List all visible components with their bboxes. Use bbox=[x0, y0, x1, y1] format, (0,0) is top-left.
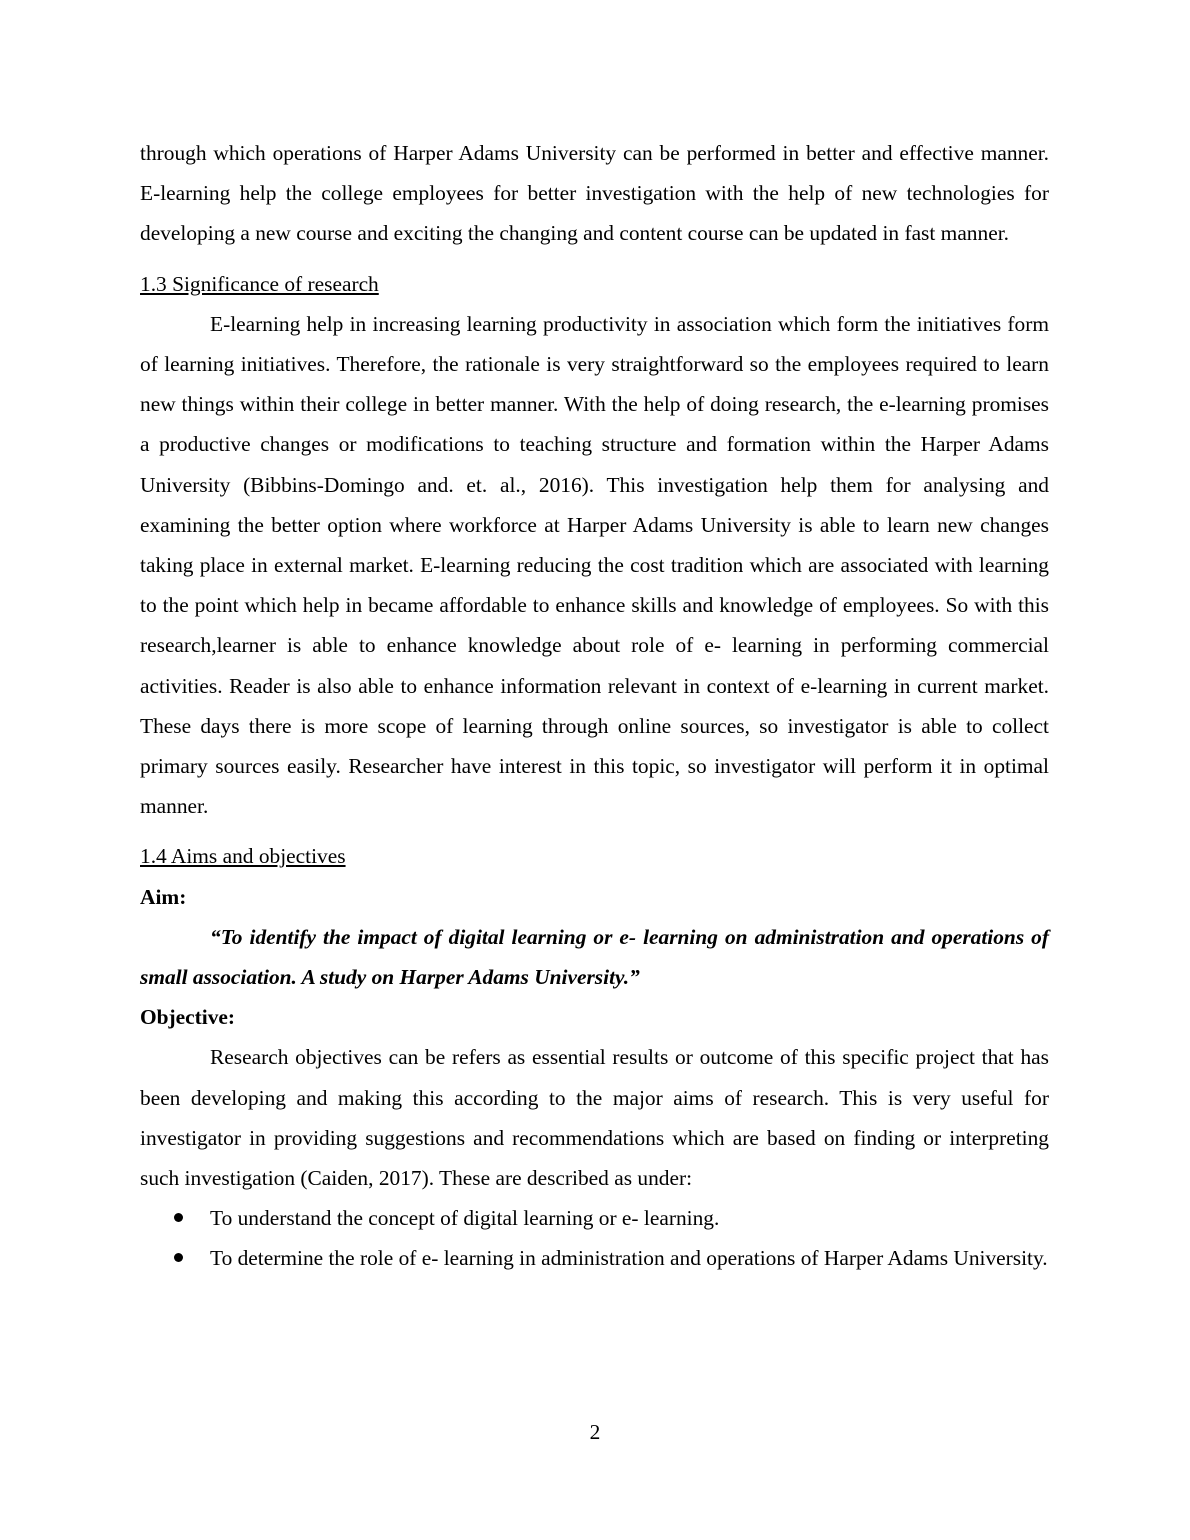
intro-paragraph: through which operations of Harper Adams University can be performed in better and effective manner. E-learning help the college employees for better investigation with the help of new technologies for developing a new course and exciting the changing and content course can be updated in fast manner. bbox=[140, 141, 1049, 246]
objective-paragraph: Research objectives can be refers as essential results or outcome of this specific project that has been developing and making this according to the major aims of research. This is very useful for investigator in providing suggestions and recommendations which are based on finding or interpreting such investigation (Caiden, 2017). These are described as under: bbox=[140, 1045, 1049, 1191]
objectives-list bbox=[140, 1198, 1049, 1278]
objective-label: Objective: bbox=[140, 1005, 236, 1030]
list-item bbox=[140, 1238, 1049, 1278]
bullet-icon bbox=[174, 1253, 183, 1262]
section-heading-significance: 1.3 Significance of research bbox=[140, 271, 379, 296]
document-page bbox=[140, 133, 1049, 1279]
significance-paragraph: E-learning help in increasing learning productivity in association which form the initiatives form of learning initiatives. Therefore, the rationale is very straightforward so the employees required to learn new things within their college in better manner. With the help of doing research, the e-learning promises a productive changes or modifications to teaching structure and formation within the Harper Adams University (Bibbins-Domingo and. et. al., 2016). This investigation help them for analysing and examining the better option where workforce at Harper Adams University is able to learn new changes taking place in external market. E-learning reducing the cost tradition which are associated with learning to the point which help in became affordable to enhance skills and knowledge of employees. So with this research,learner is able to enhance knowledge about role of e- learning in performing commercial activities. Reader is also able to enhance information relevant in context of e-learning in current market. These days there is more scope of learning through online sources, so investigator is able to collect primary sources easily. Researcher have interest in this topic, so investigator will perform it in optimal manner. bbox=[140, 311, 1049, 819]
list-item-text: To understand the concept of digital learning or e- learning. bbox=[210, 1206, 720, 1231]
aim-statement: “To identify the impact of digital learning or e- learning on administration and operations of small association. A study on Harper Adams University.” bbox=[140, 924, 1049, 990]
list-item bbox=[140, 1198, 1049, 1238]
section-heading-aims: 1.4 Aims and objectives bbox=[140, 844, 346, 869]
aim-label: Aim: bbox=[140, 884, 187, 909]
page-number: 2 bbox=[589, 1420, 601, 1444]
list-item-text: To determine the role of e- learning in administration and operations of Harper Adams University. bbox=[210, 1246, 1048, 1271]
bullet-icon bbox=[174, 1213, 183, 1222]
